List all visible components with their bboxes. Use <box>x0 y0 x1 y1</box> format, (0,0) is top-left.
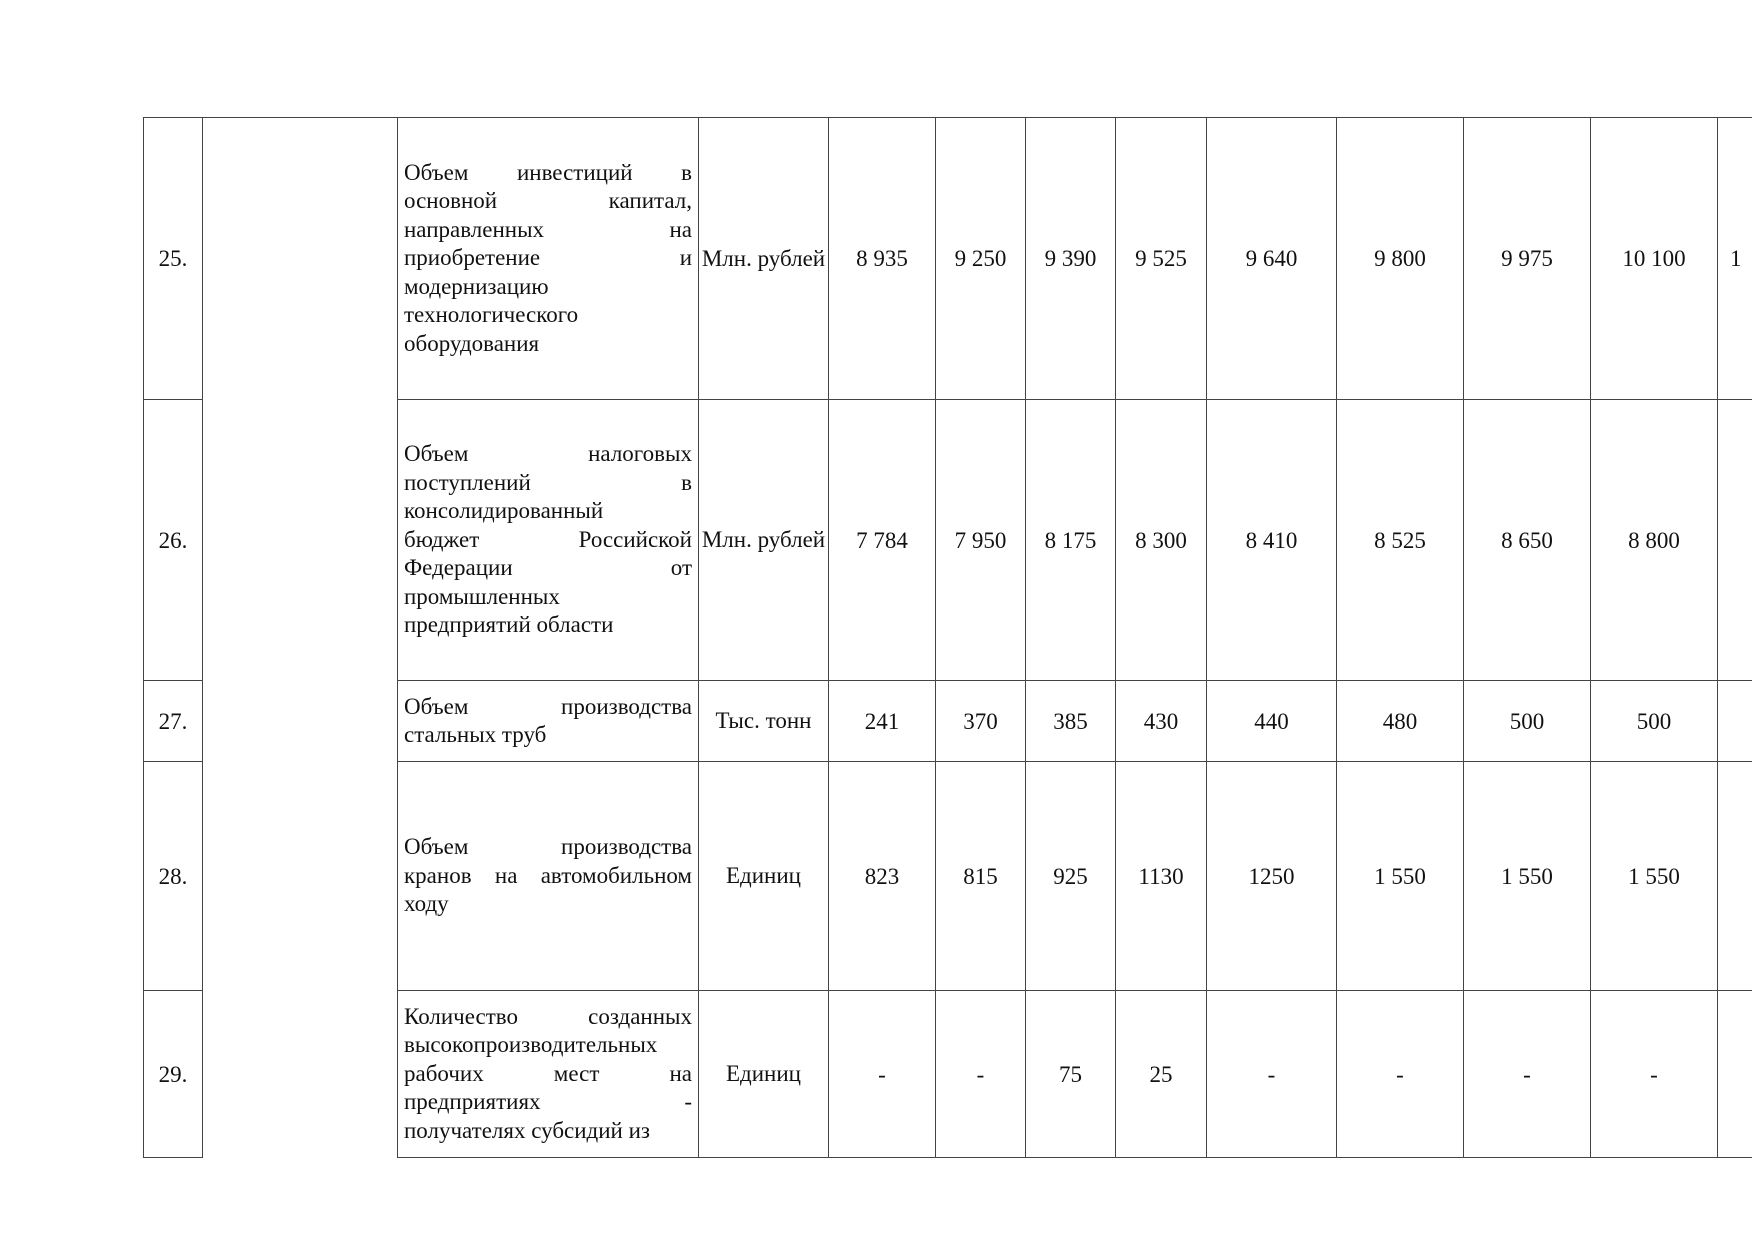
indicator-description <box>398 118 699 400</box>
value-cell: 9 975 <box>1464 118 1591 400</box>
value-cell: 925 <box>1026 762 1116 991</box>
value-cell: 1 550 <box>1591 762 1718 991</box>
value-cell: - <box>829 991 936 1158</box>
value-cell: 8 300 <box>1116 400 1207 681</box>
description-line: поступлений в <box>404 469 692 495</box>
indicator-description <box>398 681 699 762</box>
value-cell: 8 800 <box>1591 400 1718 681</box>
description-line: Объем производства <box>404 834 692 860</box>
description-line: Объем инвестиций в <box>404 159 692 185</box>
description-line: Объем производства <box>404 693 692 719</box>
description-line: промышленных <box>404 583 560 609</box>
value-cell: - <box>1591 991 1718 1158</box>
value-cell: - <box>1337 991 1464 1158</box>
value-cell: 480 <box>1337 681 1464 762</box>
indicators-table <box>143 117 1752 1158</box>
value-cell: 75 <box>1026 991 1116 1158</box>
value-cell: 9 390 <box>1026 118 1116 400</box>
value-cell-cut <box>1718 991 1752 1158</box>
value-cell-cut <box>1718 681 1752 762</box>
row-number: 28. <box>144 762 203 991</box>
value-cell: 7 950 <box>936 400 1026 681</box>
value-cell: 370 <box>936 681 1026 762</box>
unit-cell: Млн. рублей <box>699 118 829 400</box>
description-line: основной капитал, <box>404 188 692 214</box>
value-cell: 10 100 <box>1591 118 1718 400</box>
value-cell: 9 800 <box>1337 118 1464 400</box>
description-line: Объем налоговых <box>404 441 692 467</box>
value-cell: 8 410 <box>1207 400 1337 681</box>
value-cell-cut <box>1718 762 1752 991</box>
description-line: оборудования <box>404 330 540 356</box>
value-cell: 815 <box>936 762 1026 991</box>
row-number: 27. <box>144 681 203 762</box>
description-line: модернизацию <box>404 273 549 299</box>
value-cell-cut: 1 <box>1718 118 1752 400</box>
description-line: Федерации от <box>404 555 692 581</box>
description-line: ходу <box>404 891 449 917</box>
value-cell: 1130 <box>1116 762 1207 991</box>
description-line: рабочих мест на <box>404 1060 692 1086</box>
value-cell: 500 <box>1464 681 1591 762</box>
table-row <box>144 118 1752 400</box>
value-cell-cut <box>1718 400 1752 681</box>
unit-cell: Млн. рублей <box>699 400 829 681</box>
value-cell: 1250 <box>1207 762 1337 991</box>
description-line: приобретение и <box>404 245 692 271</box>
description-line: кранов на автомобильном <box>404 862 692 888</box>
description-line: предприятиях - <box>404 1089 692 1115</box>
description-line: стальных труб <box>404 722 547 747</box>
value-cell: 7 784 <box>829 400 936 681</box>
value-cell: 8 175 <box>1026 400 1116 681</box>
description-line: консолидированный <box>404 498 604 524</box>
row-number: 25. <box>144 118 203 400</box>
value-cell: 8 525 <box>1337 400 1464 681</box>
description-line: предприятий области <box>404 612 614 638</box>
value-cell: 241 <box>829 681 936 762</box>
description-line: высокопроизводительных <box>404 1032 658 1058</box>
value-cell: - <box>1207 991 1337 1158</box>
value-cell: 440 <box>1207 681 1337 762</box>
merged-empty-cell <box>203 118 398 1158</box>
value-cell: 500 <box>1591 681 1718 762</box>
indicator-description <box>398 762 699 991</box>
row-number: 26. <box>144 400 203 681</box>
value-cell: 1 550 <box>1464 762 1591 991</box>
value-cell: 823 <box>829 762 936 991</box>
value-cell: 25 <box>1116 991 1207 1158</box>
indicator-description <box>398 400 699 681</box>
description-line: Количество созданных <box>404 1003 692 1029</box>
value-cell: 1 550 <box>1337 762 1464 991</box>
description-line: направленных на <box>404 216 692 242</box>
value-cell: 9 640 <box>1207 118 1337 400</box>
unit-cell: Единиц <box>699 762 829 991</box>
value-cell: 8 935 <box>829 118 936 400</box>
value-cell: - <box>936 991 1026 1158</box>
value-cell: - <box>1464 991 1591 1158</box>
value-cell: 8 650 <box>1464 400 1591 681</box>
description-line: получателях субсидий из <box>404 1117 651 1143</box>
row-number: 29. <box>144 991 203 1158</box>
description-line: технологического <box>404 302 579 328</box>
value-cell: 9 250 <box>936 118 1026 400</box>
unit-cell: Тыс. тонн <box>699 681 829 762</box>
description-line: бюджет Российской <box>404 526 692 552</box>
indicator-description <box>398 991 699 1158</box>
unit-cell: Единиц <box>699 991 829 1158</box>
value-cell: 430 <box>1116 681 1207 762</box>
value-cell: 9 525 <box>1116 118 1207 400</box>
value-cell: 385 <box>1026 681 1116 762</box>
